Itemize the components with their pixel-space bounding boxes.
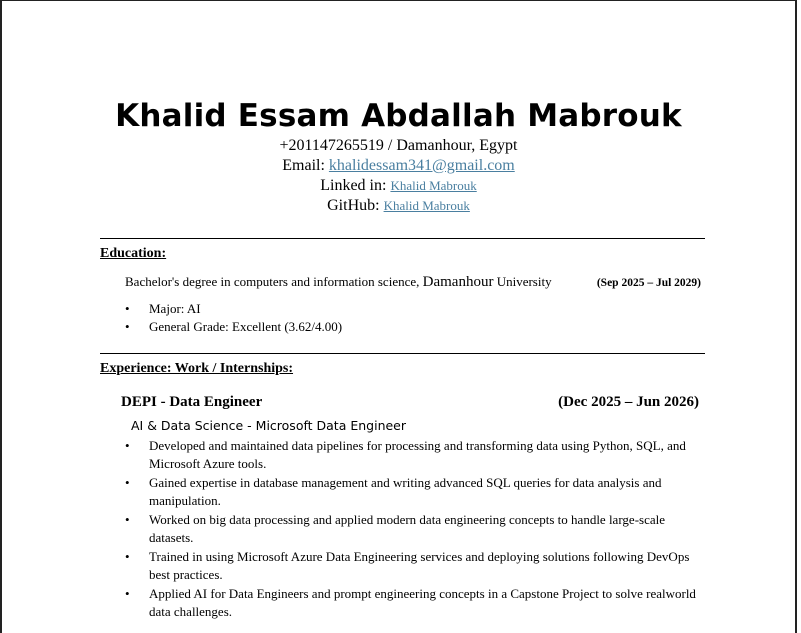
university-suffix: University	[493, 274, 552, 289]
github-link[interactable]: Khalid Mabrouk	[383, 198, 470, 213]
experience-bullets	[125, 437, 710, 622]
experience-bullet-text: Gained expertise in database management and writing advanced SQL queries for data analysis and manipulation.	[149, 475, 662, 508]
list-item	[125, 511, 710, 546]
github-line	[2, 196, 795, 216]
job-subtitle: AI & Data Science - Microsoft Data Engineer	[131, 418, 407, 433]
email-link[interactable]: khalidessam341@gmail.com	[328, 157, 515, 174]
bullet-icon: •	[125, 319, 130, 334]
education-major: Major: AI	[149, 301, 201, 316]
education-title: Education	[100, 246, 162, 261]
experience-heading: Experience: Work / Internships:	[100, 361, 294, 376]
section-divider	[100, 353, 705, 354]
education-heading	[100, 246, 166, 262]
list-item	[125, 474, 710, 509]
list-item	[125, 300, 342, 318]
resume-header	[2, 96, 795, 216]
linkedin-link[interactable]: Khalid Mabrouk	[390, 178, 477, 193]
list-item	[125, 437, 710, 472]
degree-text	[125, 274, 552, 291]
job-title: DEPI - Data Engineer	[121, 394, 263, 410]
experience-bullet-text: Developed and maintained data pipelines for processing and transforming data using Python, SQL, and Microsoft Azure tools.	[149, 438, 686, 471]
education-dates: (Sep 2025 – Jul 2029)	[596, 277, 701, 289]
linkedin-label: Linked in:	[320, 177, 391, 194]
list-item	[125, 585, 710, 620]
list-item	[125, 548, 710, 583]
linkedin-line	[2, 176, 795, 196]
github-label: GitHub:	[327, 197, 384, 214]
list-item	[125, 318, 342, 336]
experience-bullet-text: Trained in using Microsoft Azure Data Engineering services and deploying solutions following DevOps best practices.	[149, 549, 690, 582]
university-name: Damanhour	[422, 274, 494, 290]
bullet-icon: •	[125, 549, 130, 564]
experience-bullet-text: Applied AI for Data Engineers and prompt engineering concepts in a Capstone Project to solve realworld data challenges.	[149, 586, 696, 619]
education-grade: General Grade: Excellent (3.62/4.00)	[149, 319, 343, 334]
education-title-colon: :	[161, 246, 167, 261]
bullet-icon: •	[125, 301, 130, 316]
bullet-icon: •	[125, 586, 130, 601]
education-bullets	[125, 300, 342, 336]
candidate-name: Khalid Essam Abdallah Mabrouk	[115, 98, 682, 134]
education-degree-line	[125, 274, 701, 291]
bullet-icon: •	[125, 512, 130, 527]
bullet-icon: •	[125, 438, 130, 453]
job-dates: (Dec 2025 – Jun 2026)	[558, 394, 699, 410]
email-line	[2, 156, 795, 176]
bullet-icon: •	[125, 475, 130, 490]
section-divider	[100, 238, 705, 239]
email-label: Email:	[282, 157, 329, 174]
degree-name: Bachelor's degree in computers and information science,	[125, 274, 423, 289]
job-header	[121, 394, 699, 411]
phone-location: +201147265519 / Damanhour, Egypt	[279, 137, 518, 154]
experience-bullet-text: Worked on big data processing and applied modern data engineering concepts to handle large-scale datasets.	[149, 512, 666, 545]
